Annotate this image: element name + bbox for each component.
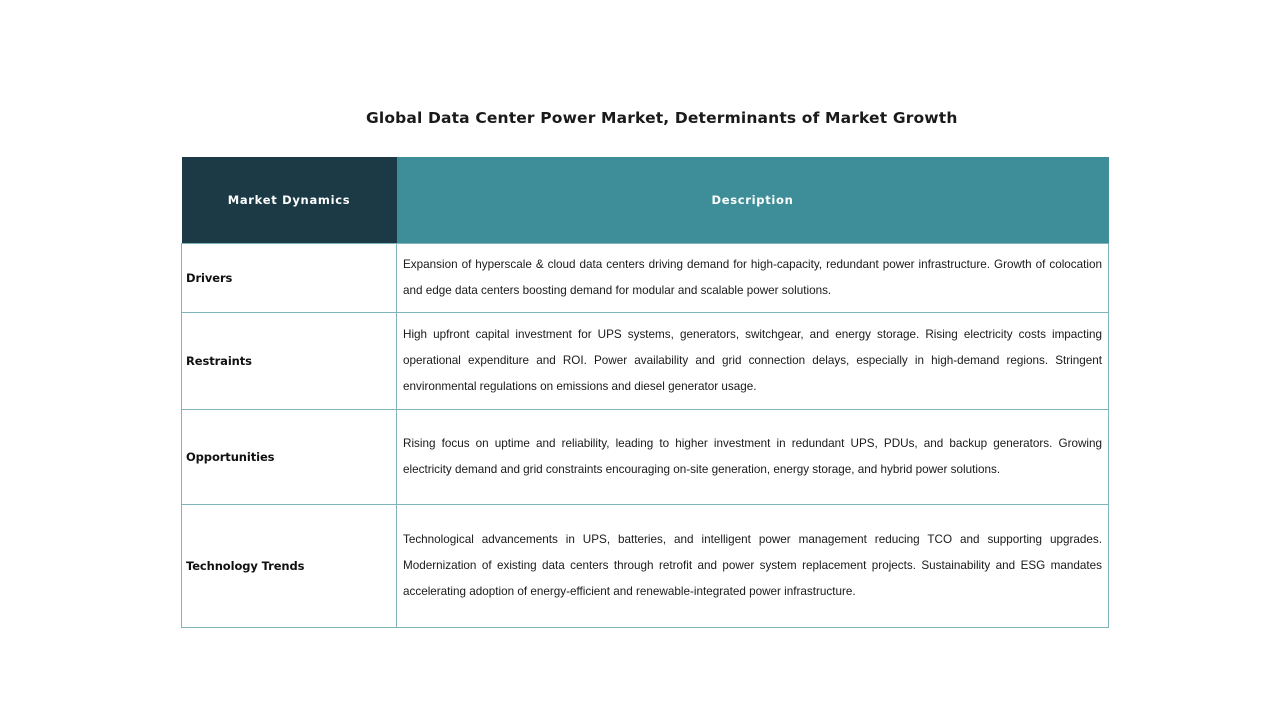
row-label-opportunities: Opportunities — [182, 410, 397, 505]
row-description-technology-trends: Technological advancements in UPS, batteries, and intelligent power management reducing TCO and supporting upgrades. Modernization of existing data centers through retrofit and power system replacement projects. Sustainability and ESG mandates accelerating adoption of energy-efficient and renewable-integrated power infrastructure. — [397, 505, 1109, 628]
table-row — [182, 313, 1109, 410]
table-row — [182, 244, 1109, 313]
row-description-opportunities: Rising focus on uptime and reliability, leading to higher investment in redundant UPS, PDUs, and backup generators. Growing electricity demand and grid constraints encouraging on-site generation, energy storage, and hybrid power solutions. — [397, 410, 1109, 505]
row-description-drivers: Expansion of hyperscale & cloud data centers driving demand for high-capacity, redundant power infrastructure. Growth of colocation and edge data centers boosting demand for modular and scalable power solutions. — [397, 244, 1109, 313]
row-label-drivers: Drivers — [182, 244, 397, 313]
row-label-technology-trends: Technology Trends — [182, 505, 397, 628]
row-description-restraints: High upfront capital investment for UPS systems, generators, switchgear, and energy storage. Rising electricity costs impacting operational expenditure and ROI. Power availability and grid connection delays, especially in high-demand regions. Stringent environmental regulations on emissions and diesel generator usage. — [397, 313, 1109, 410]
market-dynamics-table-container — [181, 157, 1108, 628]
table-header-row — [182, 157, 1109, 244]
page-title: Global Data Center Power Market, Determinants of Market Growth — [366, 109, 958, 127]
row-label-restraints: Restraints — [182, 313, 397, 410]
table-row — [182, 505, 1109, 628]
market-dynamics-table — [181, 157, 1109, 628]
column-header-market-dynamics: Market Dynamics — [182, 157, 397, 244]
column-header-description: Description — [397, 157, 1109, 244]
table-body — [182, 244, 1109, 628]
table-row — [182, 410, 1109, 505]
table-header — [182, 157, 1109, 244]
